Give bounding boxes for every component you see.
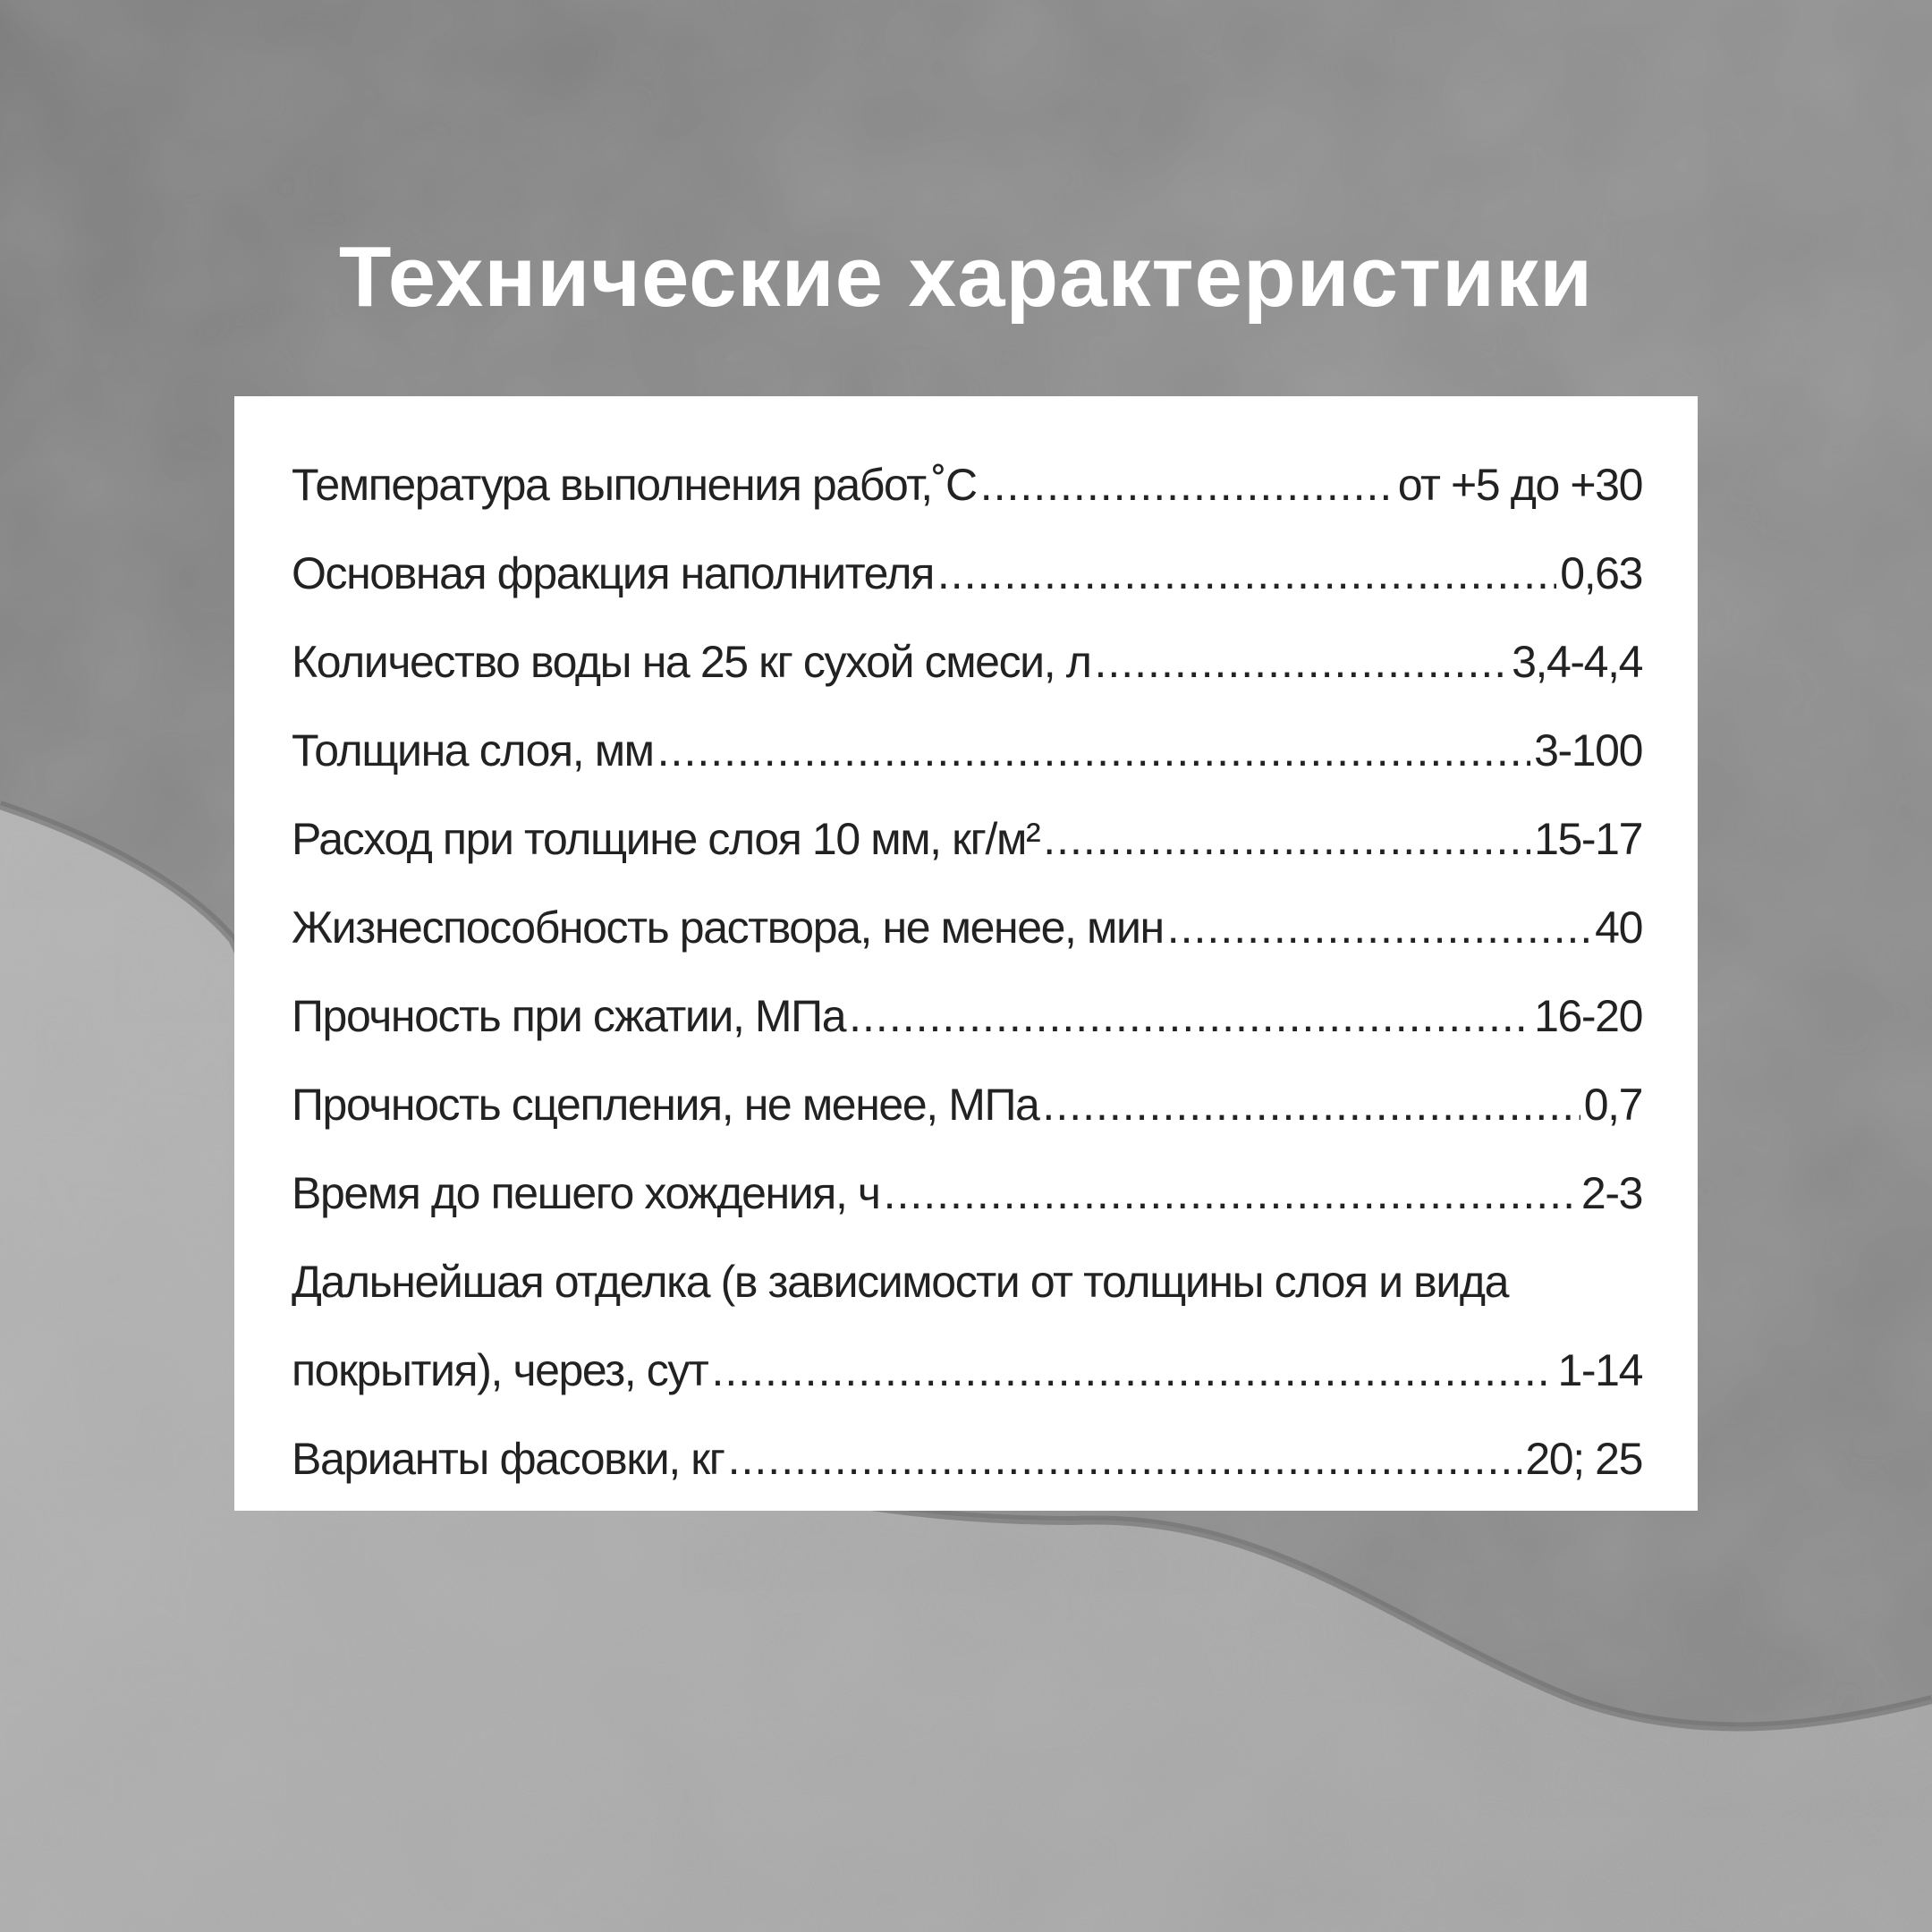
specs-card: [234, 396, 1698, 1511]
spec-label: Количество воды на 25 кг сухой смеси, л: [292, 637, 1091, 687]
spec-label: Жизнеспособность раствора, не менее, мин: [292, 902, 1164, 953]
spec-value: 16-20: [1534, 991, 1642, 1041]
dot-leader: [980, 441, 1394, 530]
spec-value: 3-100: [1534, 725, 1642, 775]
dot-leader: [1167, 884, 1591, 972]
dot-leader: [884, 1149, 1578, 1238]
dot-leader: [1042, 1061, 1580, 1149]
spec-label: Время до пешего хождения, ч: [292, 1168, 880, 1218]
spec-row: [292, 618, 1642, 707]
spec-label: Дальнейшая отделка (в зависимости от толщины слоя и вида: [292, 1257, 1509, 1307]
spec-value: от +5 до +30: [1397, 460, 1642, 510]
dot-leader: [728, 1415, 1522, 1504]
spec-row: [292, 707, 1642, 795]
dot-leader: [937, 530, 1556, 618]
spec-value: 0,7: [1583, 1080, 1642, 1130]
spec-value: 1-14: [1557, 1345, 1642, 1395]
dot-leader: [849, 972, 1530, 1061]
spec-value: 0,63: [1560, 548, 1642, 598]
spec-row: [292, 795, 1642, 884]
dot-leader: [1094, 618, 1508, 707]
spec-value: 3,4-4,4: [1512, 637, 1642, 687]
spec-value: 20; 25: [1525, 1434, 1642, 1484]
spec-label: Толщина слоя, мм: [292, 725, 654, 775]
page-title: Технические характеристики: [338, 229, 1594, 325]
spec-row: [292, 972, 1642, 1061]
spec-label: Варианты фасовки, кг: [292, 1434, 724, 1484]
spec-row: [292, 1415, 1642, 1504]
spec-label: Температура выполнения работ,˚С: [292, 460, 977, 510]
spec-label: Прочность сцепления, не менее, МПа: [292, 1080, 1039, 1130]
spec-row: [292, 884, 1642, 972]
spec-value: 15-17: [1534, 814, 1642, 864]
spec-label: Основная фракция наполнителя: [292, 548, 934, 598]
spec-row: [292, 441, 1642, 530]
spec-label: Прочность при сжатии, МПа: [292, 991, 846, 1041]
spec-label: Расход при толщине слоя 10 мм, кг/м²: [292, 814, 1040, 864]
spec-label: покрытия), через, сут: [292, 1345, 708, 1395]
spec-row-first-line: [292, 1238, 1642, 1326]
dot-leader: [657, 707, 1530, 795]
spec-value: 40: [1595, 902, 1642, 953]
spec-row: [292, 1061, 1642, 1149]
dot-leader: [711, 1326, 1554, 1415]
dot-leader: [1043, 795, 1530, 884]
spec-value: 2-3: [1580, 1168, 1642, 1218]
spec-row: [292, 1326, 1642, 1415]
spec-row: [292, 530, 1642, 618]
spec-row: [292, 1149, 1642, 1238]
